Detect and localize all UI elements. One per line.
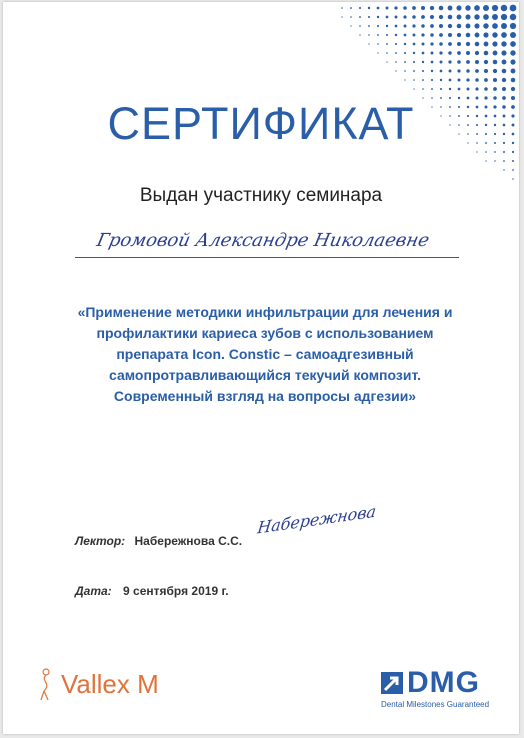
decor-dot: [510, 5, 517, 12]
decor-dot: [421, 24, 425, 28]
decor-dot: [501, 5, 508, 12]
decor-dot: [431, 61, 434, 64]
decor-dot: [413, 52, 415, 54]
decor-dot: [485, 151, 487, 153]
decor-dot: [484, 78, 488, 82]
decor-dot: [484, 87, 488, 91]
decor-dot: [483, 32, 488, 37]
decor-dot: [404, 52, 406, 54]
decor-dot: [377, 34, 379, 36]
decor-dot: [422, 79, 424, 81]
date-line: [75, 584, 229, 598]
decor-dot: [412, 24, 415, 27]
decor-dot: [377, 16, 379, 18]
issued-to-text: Выдан участнику семинара: [139, 185, 383, 206]
decor-dot: [350, 7, 352, 9]
seminar-topic: «Применение методики инфильтрации для лечения и профилактики кариеса зубов с использованием препарата Icon. Constic – самоадгезивный самопротравливающийся текучий композит. Современный взгляд на вопросы адгезии»: [77, 304, 453, 404]
decor-dot: [359, 34, 360, 35]
decor-dot: [431, 70, 433, 72]
decor-dot: [493, 51, 498, 56]
decor-dot: [475, 51, 479, 55]
decor-dot: [494, 160, 495, 161]
decor-dot: [413, 79, 415, 81]
decor-dot: [483, 5, 489, 11]
decor-dot: [440, 70, 443, 73]
lecturer-name: Набережнова С.С.: [134, 534, 243, 548]
decor-dot: [449, 70, 452, 73]
decor-dot: [386, 16, 389, 19]
decor-dot: [440, 61, 443, 64]
decor-dot: [512, 160, 514, 162]
decor-dot: [474, 23, 479, 28]
decor-dot: [458, 88, 461, 91]
decor-dot: [359, 25, 361, 27]
decor-dot: [501, 50, 506, 55]
decor-dot: [421, 6, 425, 10]
decor-dot: [431, 79, 433, 81]
decor-dot: [448, 24, 452, 28]
decor-dot: [368, 34, 370, 36]
decor-dot: [413, 88, 414, 89]
decor-dot: [502, 69, 507, 74]
decor-dot: [475, 33, 480, 38]
decor-dot: [395, 25, 398, 28]
decor-dot: [493, 78, 497, 82]
decor-dot: [341, 7, 343, 9]
decor-dot: [386, 43, 388, 45]
decor-dot: [448, 42, 452, 46]
decor-dot: [510, 59, 515, 64]
decor-dot: [431, 88, 433, 90]
decor-dot: [457, 60, 461, 64]
dmg-logo-text: DMG: [407, 666, 480, 699]
decor-dot: [457, 33, 461, 37]
decor-dot: [386, 25, 388, 27]
decor-dot: [502, 60, 507, 65]
decor-dot: [368, 16, 370, 18]
decor-dot: [448, 51, 452, 55]
decor-dot: [404, 79, 405, 80]
decor-dot: [430, 42, 433, 45]
dmg-tagline: Dental Milestones Guaranteed: [381, 700, 490, 709]
decor-dot: [439, 6, 444, 11]
decor-dot: [511, 69, 516, 74]
decor-dot: [449, 79, 452, 82]
decor-dot: [510, 23, 516, 29]
decor-dot: [395, 61, 397, 63]
decor-dot: [466, 78, 469, 81]
date-label: Дата:: [75, 584, 112, 598]
decor-dot: [465, 5, 470, 10]
decor-dot: [413, 70, 415, 72]
decor-dot: [466, 24, 471, 29]
decor-dot: [474, 5, 480, 11]
decor-dot: [502, 87, 506, 91]
decor-dot: [422, 61, 424, 63]
decor-dot: [475, 60, 479, 64]
decor-dot: [439, 24, 443, 28]
decor-dot: [404, 70, 406, 72]
decor-dot: [458, 79, 461, 82]
dmg-arrow-icon: [381, 672, 403, 694]
decor-dot: [440, 88, 442, 90]
decor-dot: [404, 34, 407, 37]
decor-dot: [449, 88, 451, 90]
decor-dot: [430, 15, 434, 19]
decor-dot: [485, 160, 486, 161]
decor-dot: [368, 43, 369, 44]
decor-dot: [431, 52, 434, 55]
decor-dot: [493, 69, 497, 73]
decor-dot: [492, 23, 498, 29]
decor-dot: [359, 7, 361, 9]
decor-dot: [386, 7, 389, 10]
decor-dot: [439, 42, 443, 46]
recipient-name: Громовой Александре Николаевне: [94, 230, 432, 251]
decor-dot: [395, 34, 397, 36]
decor-dot: [421, 15, 425, 19]
name-underline: [75, 257, 459, 258]
decor-dot: [359, 16, 361, 18]
decor-dot: [341, 16, 342, 17]
decor-dot: [422, 70, 424, 72]
decor-dot: [456, 5, 461, 10]
decor-dot: [422, 52, 425, 55]
decor-dot: [448, 60, 451, 63]
decor-dot: [377, 7, 380, 10]
decor-dot: [484, 42, 489, 47]
lecturer-line: [75, 534, 242, 548]
vallex-logo-text: Vallex M: [61, 668, 159, 699]
decor-dot: [475, 87, 478, 90]
decor-dot: [404, 43, 406, 45]
decor-dot: [483, 14, 489, 20]
lecturer-label: Лектор:: [75, 534, 126, 548]
decor-dot: [377, 52, 378, 53]
decor-dot: [350, 25, 351, 26]
decor-dot: [403, 15, 406, 18]
decor-dot: [492, 41, 497, 46]
decor-dot: [412, 15, 416, 19]
decor-dot: [501, 23, 507, 29]
lecturer-signature: Набережнова: [256, 501, 378, 538]
decor-dot: [465, 14, 470, 19]
decor-dot: [421, 33, 424, 36]
decor-dot: [422, 88, 424, 90]
decor-dot: [492, 5, 498, 11]
decor-dot: [448, 33, 452, 37]
decor-dot: [483, 23, 488, 28]
decor-dot: [448, 15, 453, 20]
decor-dot: [501, 14, 507, 20]
certificate-title: СЕРТИФИКАТ: [107, 98, 415, 149]
decor-dot: [475, 69, 479, 73]
decor-dot: [502, 78, 506, 82]
decor-dot: [475, 78, 479, 82]
vallex-logo: [35, 667, 159, 701]
decor-dot: [440, 79, 442, 81]
decor-dot: [395, 16, 398, 19]
decor-dot: [511, 78, 516, 83]
decor-dot: [439, 15, 443, 19]
decor-dot: [512, 178, 513, 179]
decor-dot: [413, 43, 416, 46]
decor-dot: [413, 34, 416, 37]
decor-dot: [394, 6, 397, 9]
decor-dot: [512, 169, 514, 171]
decor-dot: [457, 51, 461, 55]
decor-dot: [493, 87, 497, 91]
decor-dot: [466, 60, 470, 64]
decor-dot: [492, 32, 497, 37]
decor-dot: [493, 60, 498, 65]
decor-dot: [395, 52, 397, 54]
decor-dot: [501, 32, 507, 38]
decor-dot: [386, 61, 387, 62]
decor-dot: [466, 51, 470, 55]
decor-dot: [457, 42, 461, 46]
decor-dot: [430, 6, 434, 10]
decor-dot: [510, 14, 517, 21]
decor-dot: [350, 16, 352, 18]
vallex-figure-icon: [35, 667, 57, 701]
decor-dot: [457, 24, 462, 29]
decor-dot: [368, 7, 370, 9]
decor-dot: [511, 87, 515, 91]
decor-dot: [476, 151, 477, 152]
decor-dot: [510, 50, 515, 55]
decor-dot: [466, 69, 470, 73]
decor-dot: [377, 43, 379, 45]
decor-dot: [403, 6, 407, 10]
decor-dot: [467, 88, 470, 91]
decor-dot: [503, 151, 505, 153]
decor-dot: [466, 33, 471, 38]
date-value: 9 сентября 2019 г.: [123, 584, 229, 598]
decor-dot: [457, 69, 460, 72]
decor-dot: [494, 151, 496, 153]
decor-dot: [430, 33, 434, 37]
decor-dot: [395, 43, 397, 45]
decor-dot: [484, 60, 488, 64]
decor-dot: [510, 41, 516, 47]
decor-dot: [503, 169, 504, 170]
decor-dot: [448, 6, 453, 11]
decor-dot: [404, 61, 406, 63]
decor-dot: [412, 6, 416, 10]
decor-dot: [404, 25, 407, 28]
decor-dot: [512, 151, 514, 153]
decor-dot: [422, 43, 425, 46]
decor-dot: [510, 32, 516, 38]
decor-dot: [457, 15, 462, 20]
decor-dot: [501, 41, 506, 46]
decor-dot: [368, 25, 370, 27]
decor-dot: [386, 34, 388, 36]
decor-dot: [395, 70, 396, 71]
decor-dot: [484, 51, 489, 56]
decor-dot: [484, 69, 488, 73]
decor-dot: [439, 51, 442, 54]
decor-dot: [377, 25, 379, 27]
certificate-sheet: [3, 2, 519, 734]
decor-dot: [439, 33, 443, 37]
decor-dot: [386, 52, 388, 54]
decor-dot: [503, 160, 505, 162]
decor-dot: [492, 14, 498, 20]
decor-dot: [430, 24, 434, 28]
decor-dot: [466, 42, 470, 46]
decor-dot: [474, 14, 479, 19]
dmg-logo: [381, 666, 506, 709]
decor-dot: [413, 61, 415, 63]
decor-dot: [475, 42, 480, 47]
